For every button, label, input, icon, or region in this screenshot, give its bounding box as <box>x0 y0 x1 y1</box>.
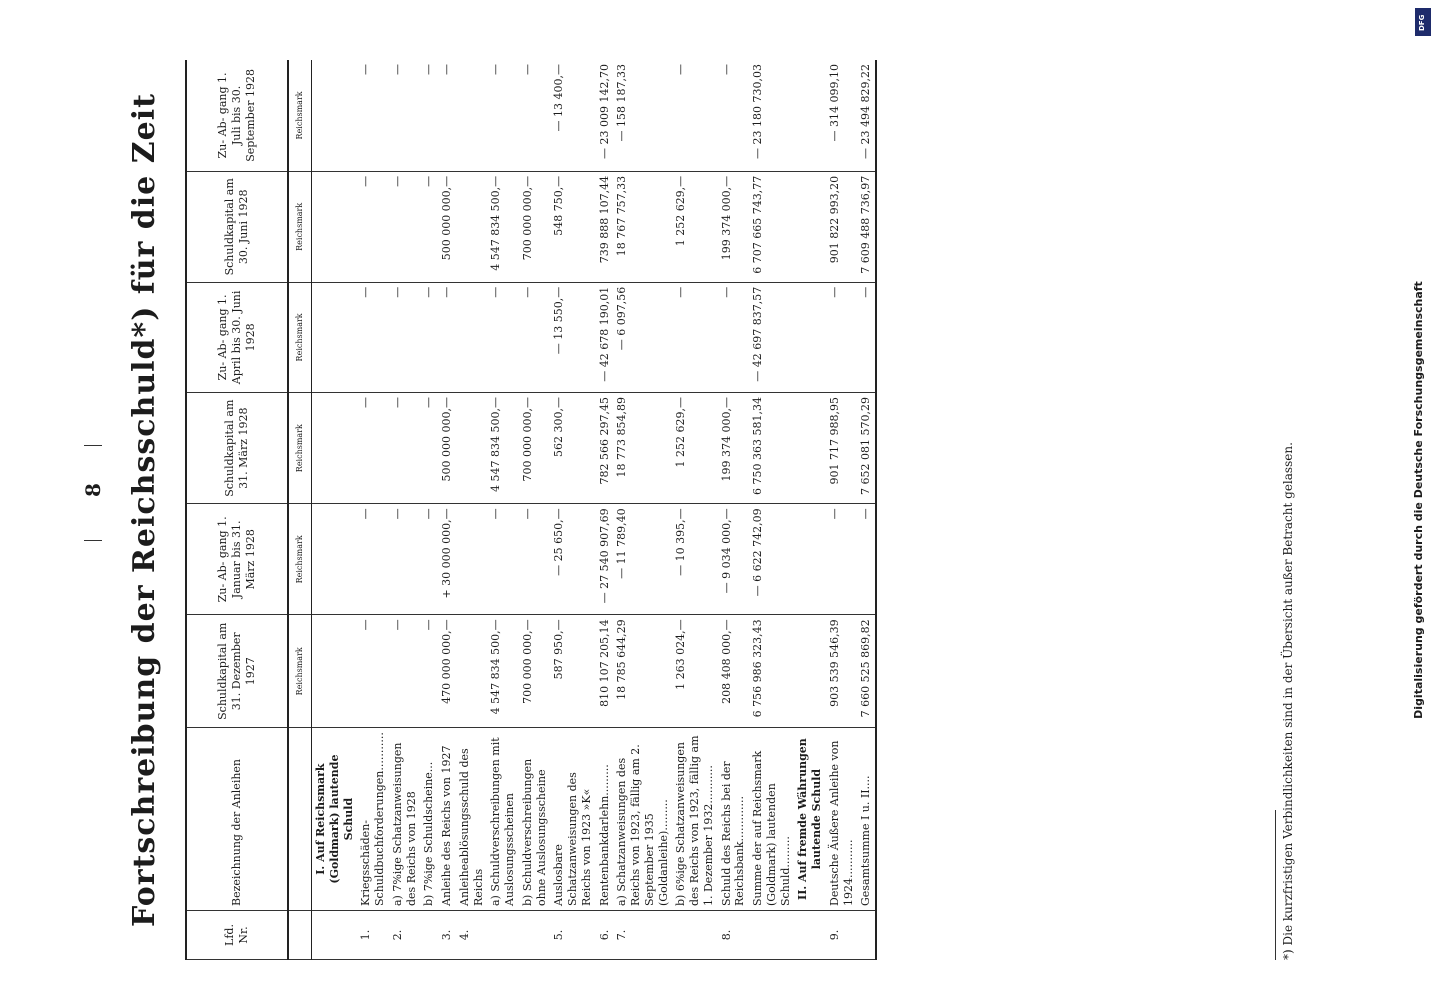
value-cell: — <box>672 282 717 392</box>
page-number-dash-top <box>84 445 102 446</box>
footnote-rule <box>1275 810 1276 960</box>
row-label: Anleihe des Reichs von 1927 <box>438 728 456 911</box>
row-number: 2. <box>389 911 421 960</box>
table-header-row <box>186 60 288 960</box>
value-cell: — 27 540 907,69 <box>596 504 614 615</box>
row-label: Schuld des Reichs bei der Reichsbank............. <box>718 728 750 911</box>
value-cell: — <box>519 504 551 615</box>
row-number <box>487 911 519 960</box>
unit-cell: Reichsmark <box>288 392 312 503</box>
table-row <box>596 60 614 960</box>
table-cell <box>794 282 826 392</box>
section-heading-2: II. Auf fremde Währungen lautende Schuld <box>794 728 826 911</box>
table-row <box>487 60 519 960</box>
row-label: Anleiheablösungsschuld des Reichs <box>456 728 488 911</box>
row-number <box>519 911 551 960</box>
value-cell: — <box>487 282 519 392</box>
page-number-dash-bottom <box>84 540 102 541</box>
table-row <box>456 60 488 960</box>
table-cell <box>312 171 358 282</box>
table-row <box>749 60 794 960</box>
value-cell <box>456 392 488 503</box>
value-cell: — <box>826 504 858 615</box>
row-number: 9. <box>826 911 858 960</box>
value-cell: + 30 000 000,— <box>438 504 456 615</box>
value-cell: — <box>420 615 438 728</box>
value-cell: — <box>420 282 438 392</box>
unit-cell: Reichsmark <box>288 60 312 171</box>
row-label: Deutsche Äußere Anleihe von 1924........... <box>826 728 858 911</box>
value-cell: 6 756 986 323,43 <box>749 615 794 728</box>
table-row <box>389 60 421 960</box>
side-credit <box>1404 20 1434 980</box>
section-heading-1: I. Auf Reichsmark (Goldmark) lautende Schuld <box>312 728 358 911</box>
table-row <box>438 60 456 960</box>
row-number: 1. <box>357 911 389 960</box>
value-cell: — 11 789,40 <box>613 504 672 615</box>
value-cell: 7 609 488 736,97 <box>857 171 876 282</box>
row-label: Gesamtsumme I u. II.... <box>857 728 876 911</box>
row-label: a) Schatzanweisungen des Reichs von 1923, fällig am 2. September 1935 (Goldanleihe)......... <box>613 728 672 911</box>
value-cell: — 13 400,— <box>550 60 595 171</box>
value-cell: — <box>357 60 389 171</box>
value-cell: 700 000 000,— <box>519 615 551 728</box>
value-cell: — 10 395,— <box>672 504 717 615</box>
table-row <box>826 60 858 960</box>
table-unit-row <box>288 60 312 960</box>
value-cell <box>456 615 488 728</box>
value-cell: 700 000 000,— <box>519 392 551 503</box>
row-label: b) 6%ige Schatzanweisungen des Reichs von 1923, fällig am 1. Dezember 1932........... <box>672 728 717 911</box>
value-cell: — <box>857 282 876 392</box>
value-cell: 562 300,— <box>550 392 595 503</box>
row-label: Rentenbankdarlehn......... <box>596 728 614 911</box>
debt-table <box>185 60 877 960</box>
col-header-q1-change: Zu- Ab- gang 1. Januar bis 31. März 1928 <box>186 504 288 615</box>
row-label: Auslosbare Schatzanweisungen des Reichs von 1923 »K« <box>550 728 595 911</box>
value-cell: 6 750 363 581,34 <box>749 392 794 503</box>
unit-cell: Reichsmark <box>288 504 312 615</box>
row-number <box>857 911 876 960</box>
table-cell <box>312 911 358 960</box>
value-cell: — 42 697 837,57 <box>749 282 794 392</box>
dfg-logo <box>1415 8 1431 36</box>
value-cell: — <box>357 171 389 282</box>
value-cell: 1 252 629,— <box>672 392 717 503</box>
row-number: 3. <box>438 911 456 960</box>
col-header-name: Bezeichnung der Anleihen <box>186 728 288 911</box>
value-cell: 4 547 834 500,— <box>487 171 519 282</box>
value-cell: 4 547 834 500,— <box>487 615 519 728</box>
value-cell: — <box>389 282 421 392</box>
value-cell: 7 652 081 570,29 <box>857 392 876 503</box>
value-cell: — 9 034 000,— <box>718 504 750 615</box>
value-cell: — <box>357 504 389 615</box>
value-cell: — 23 009 142,70 <box>596 60 614 171</box>
value-cell: — <box>487 60 519 171</box>
value-cell: 700 000 000,— <box>519 171 551 282</box>
value-cell: — <box>420 504 438 615</box>
table-cell <box>312 392 358 503</box>
col-header-dec1927: Schuldkapital am 31. Dezember 1927 <box>186 615 288 728</box>
value-cell: — <box>487 504 519 615</box>
table-cell <box>794 171 826 282</box>
table-row <box>672 60 717 960</box>
value-cell: — 23 494 829,22 <box>857 60 876 171</box>
value-cell: — 314 099,10 <box>826 60 858 171</box>
value-cell: — <box>357 615 389 728</box>
row-label: b) Schuldverschreibungen ohne Auslosungsscheine <box>519 728 551 911</box>
value-cell: 548 750,— <box>550 171 595 282</box>
table-row <box>420 60 438 960</box>
table-cell <box>312 504 358 615</box>
table-row <box>357 60 389 960</box>
unit-cell: Reichsmark <box>288 171 312 282</box>
value-cell: 1 263 024,— <box>672 615 717 728</box>
value-cell <box>456 504 488 615</box>
unit-cell: Reichsmark <box>288 615 312 728</box>
col-header-q3-change: Zu- Ab- gang 1. Juli bis 30. September 1928 <box>186 60 288 171</box>
value-cell: 199 374 000,— <box>718 392 750 503</box>
value-cell: 18 773 854,89 <box>613 392 672 503</box>
row-number: 7. <box>613 911 672 960</box>
value-cell: — <box>519 282 551 392</box>
table-cell <box>794 392 826 503</box>
value-cell <box>456 171 488 282</box>
value-cell: — 158 187,33 <box>613 60 672 171</box>
value-cell: 470 000 000,— <box>438 615 456 728</box>
value-cell: 7 660 525 869,82 <box>857 615 876 728</box>
value-cell: 739 888 107,44 <box>596 171 614 282</box>
row-label: b) 7%ige Schuldscheine... <box>420 728 438 911</box>
row-label: Kriegsschäden-Schuldbuchforderungen........... <box>357 728 389 911</box>
value-cell: — 13 550,— <box>550 282 595 392</box>
value-cell: — <box>438 282 456 392</box>
table-row <box>550 60 595 960</box>
value-cell: — <box>389 615 421 728</box>
value-cell: 901 717 988,95 <box>826 392 858 503</box>
value-cell: — <box>672 60 717 171</box>
value-cell: — <box>357 282 389 392</box>
row-label: a) Schuldverschreibungen mit Auslosungsscheinen <box>487 728 519 911</box>
value-cell: — <box>389 392 421 503</box>
value-cell: — 6 622 742,09 <box>749 504 794 615</box>
row-number: 4. <box>456 911 488 960</box>
unit-cell <box>288 728 312 911</box>
value-cell <box>456 60 488 171</box>
value-cell: — <box>389 60 421 171</box>
section-row <box>312 60 358 960</box>
value-cell: — <box>519 60 551 171</box>
value-cell: 1 252 629,— <box>672 171 717 282</box>
unit-cell <box>288 911 312 960</box>
value-cell <box>456 282 488 392</box>
value-cell: — <box>826 282 858 392</box>
value-cell: 4 547 834 500,— <box>487 392 519 503</box>
value-cell: — 6 097,56 <box>613 282 672 392</box>
value-cell: 810 107 205,14 <box>596 615 614 728</box>
value-cell: 901 822 993,20 <box>826 171 858 282</box>
row-number <box>420 911 438 960</box>
value-cell: 199 374 000,— <box>718 171 750 282</box>
col-header-mar1928: Schuldkapital am 31. März 1928 <box>186 392 288 503</box>
row-number: 6. <box>596 911 614 960</box>
section-row <box>794 60 826 960</box>
value-cell: — 23 180 730,03 <box>749 60 794 171</box>
value-cell: — <box>718 282 750 392</box>
value-cell: 782 566 297,45 <box>596 392 614 503</box>
value-cell: 587 950,— <box>550 615 595 728</box>
table-cell <box>312 615 358 728</box>
col-header-nr: Lfd. Nr. <box>186 911 288 960</box>
value-cell: 6 707 665 743,77 <box>749 171 794 282</box>
table-cell <box>312 60 358 171</box>
value-cell: 500 000 000,— <box>438 392 456 503</box>
row-number: 5. <box>550 911 595 960</box>
footnote: *) Die kurzfristigen Verbindlichkeiten sind in der Übersicht außer Betracht gelassen. <box>1281 442 1295 960</box>
dfg-logo-text: DFG <box>1418 14 1426 31</box>
col-header-q2-change: Zu- Ab- gang 1. April bis 30. Juni 1928 <box>186 282 288 392</box>
value-cell: — <box>420 60 438 171</box>
row-number <box>672 911 717 960</box>
row-label: Summe der auf Reichsmark (Goldmark) lautenden Schuld......... <box>749 728 794 911</box>
digitization-credit: Digitalisierung gefördert durch die Deutsche Forschungsgemeinschaft <box>1412 281 1425 719</box>
value-cell: — <box>438 60 456 171</box>
row-label: a) 7%ige Schatzanweisungen des Reichs von 1928 <box>389 728 421 911</box>
value-cell: 208 408 000,— <box>718 615 750 728</box>
page-number: 8 <box>81 483 105 497</box>
row-number <box>749 911 794 960</box>
table-cell <box>794 504 826 615</box>
value-cell: — <box>357 392 389 503</box>
debt-table-sheet <box>127 60 1295 960</box>
value-cell: — 25 650,— <box>550 504 595 615</box>
value-cell: — <box>420 171 438 282</box>
value-cell: — <box>389 171 421 282</box>
value-cell: — <box>718 60 750 171</box>
col-header-jun1928: Schuldkapital am 30. Juni 1928 <box>186 171 288 282</box>
table-row <box>857 60 876 960</box>
value-cell: — <box>389 504 421 615</box>
value-cell: — <box>420 392 438 503</box>
value-cell: 500 000 000,— <box>438 171 456 282</box>
value-cell: — 42 678 190,01 <box>596 282 614 392</box>
table-row <box>613 60 672 960</box>
value-cell: — <box>857 504 876 615</box>
page-title: Fortschreibung der Reichsschuld*) für die Zeit <box>127 93 162 927</box>
table-cell <box>794 615 826 728</box>
table-cell <box>794 911 826 960</box>
table-row <box>519 60 551 960</box>
value-cell: 903 539 546,39 <box>826 615 858 728</box>
table-cell <box>312 282 358 392</box>
table-cell <box>794 60 826 171</box>
row-number: 8. <box>718 911 750 960</box>
table-row <box>718 60 750 960</box>
value-cell: 18 767 757,33 <box>613 171 672 282</box>
value-cell: 18 785 644,29 <box>613 615 672 728</box>
unit-cell: Reichsmark <box>288 282 312 392</box>
